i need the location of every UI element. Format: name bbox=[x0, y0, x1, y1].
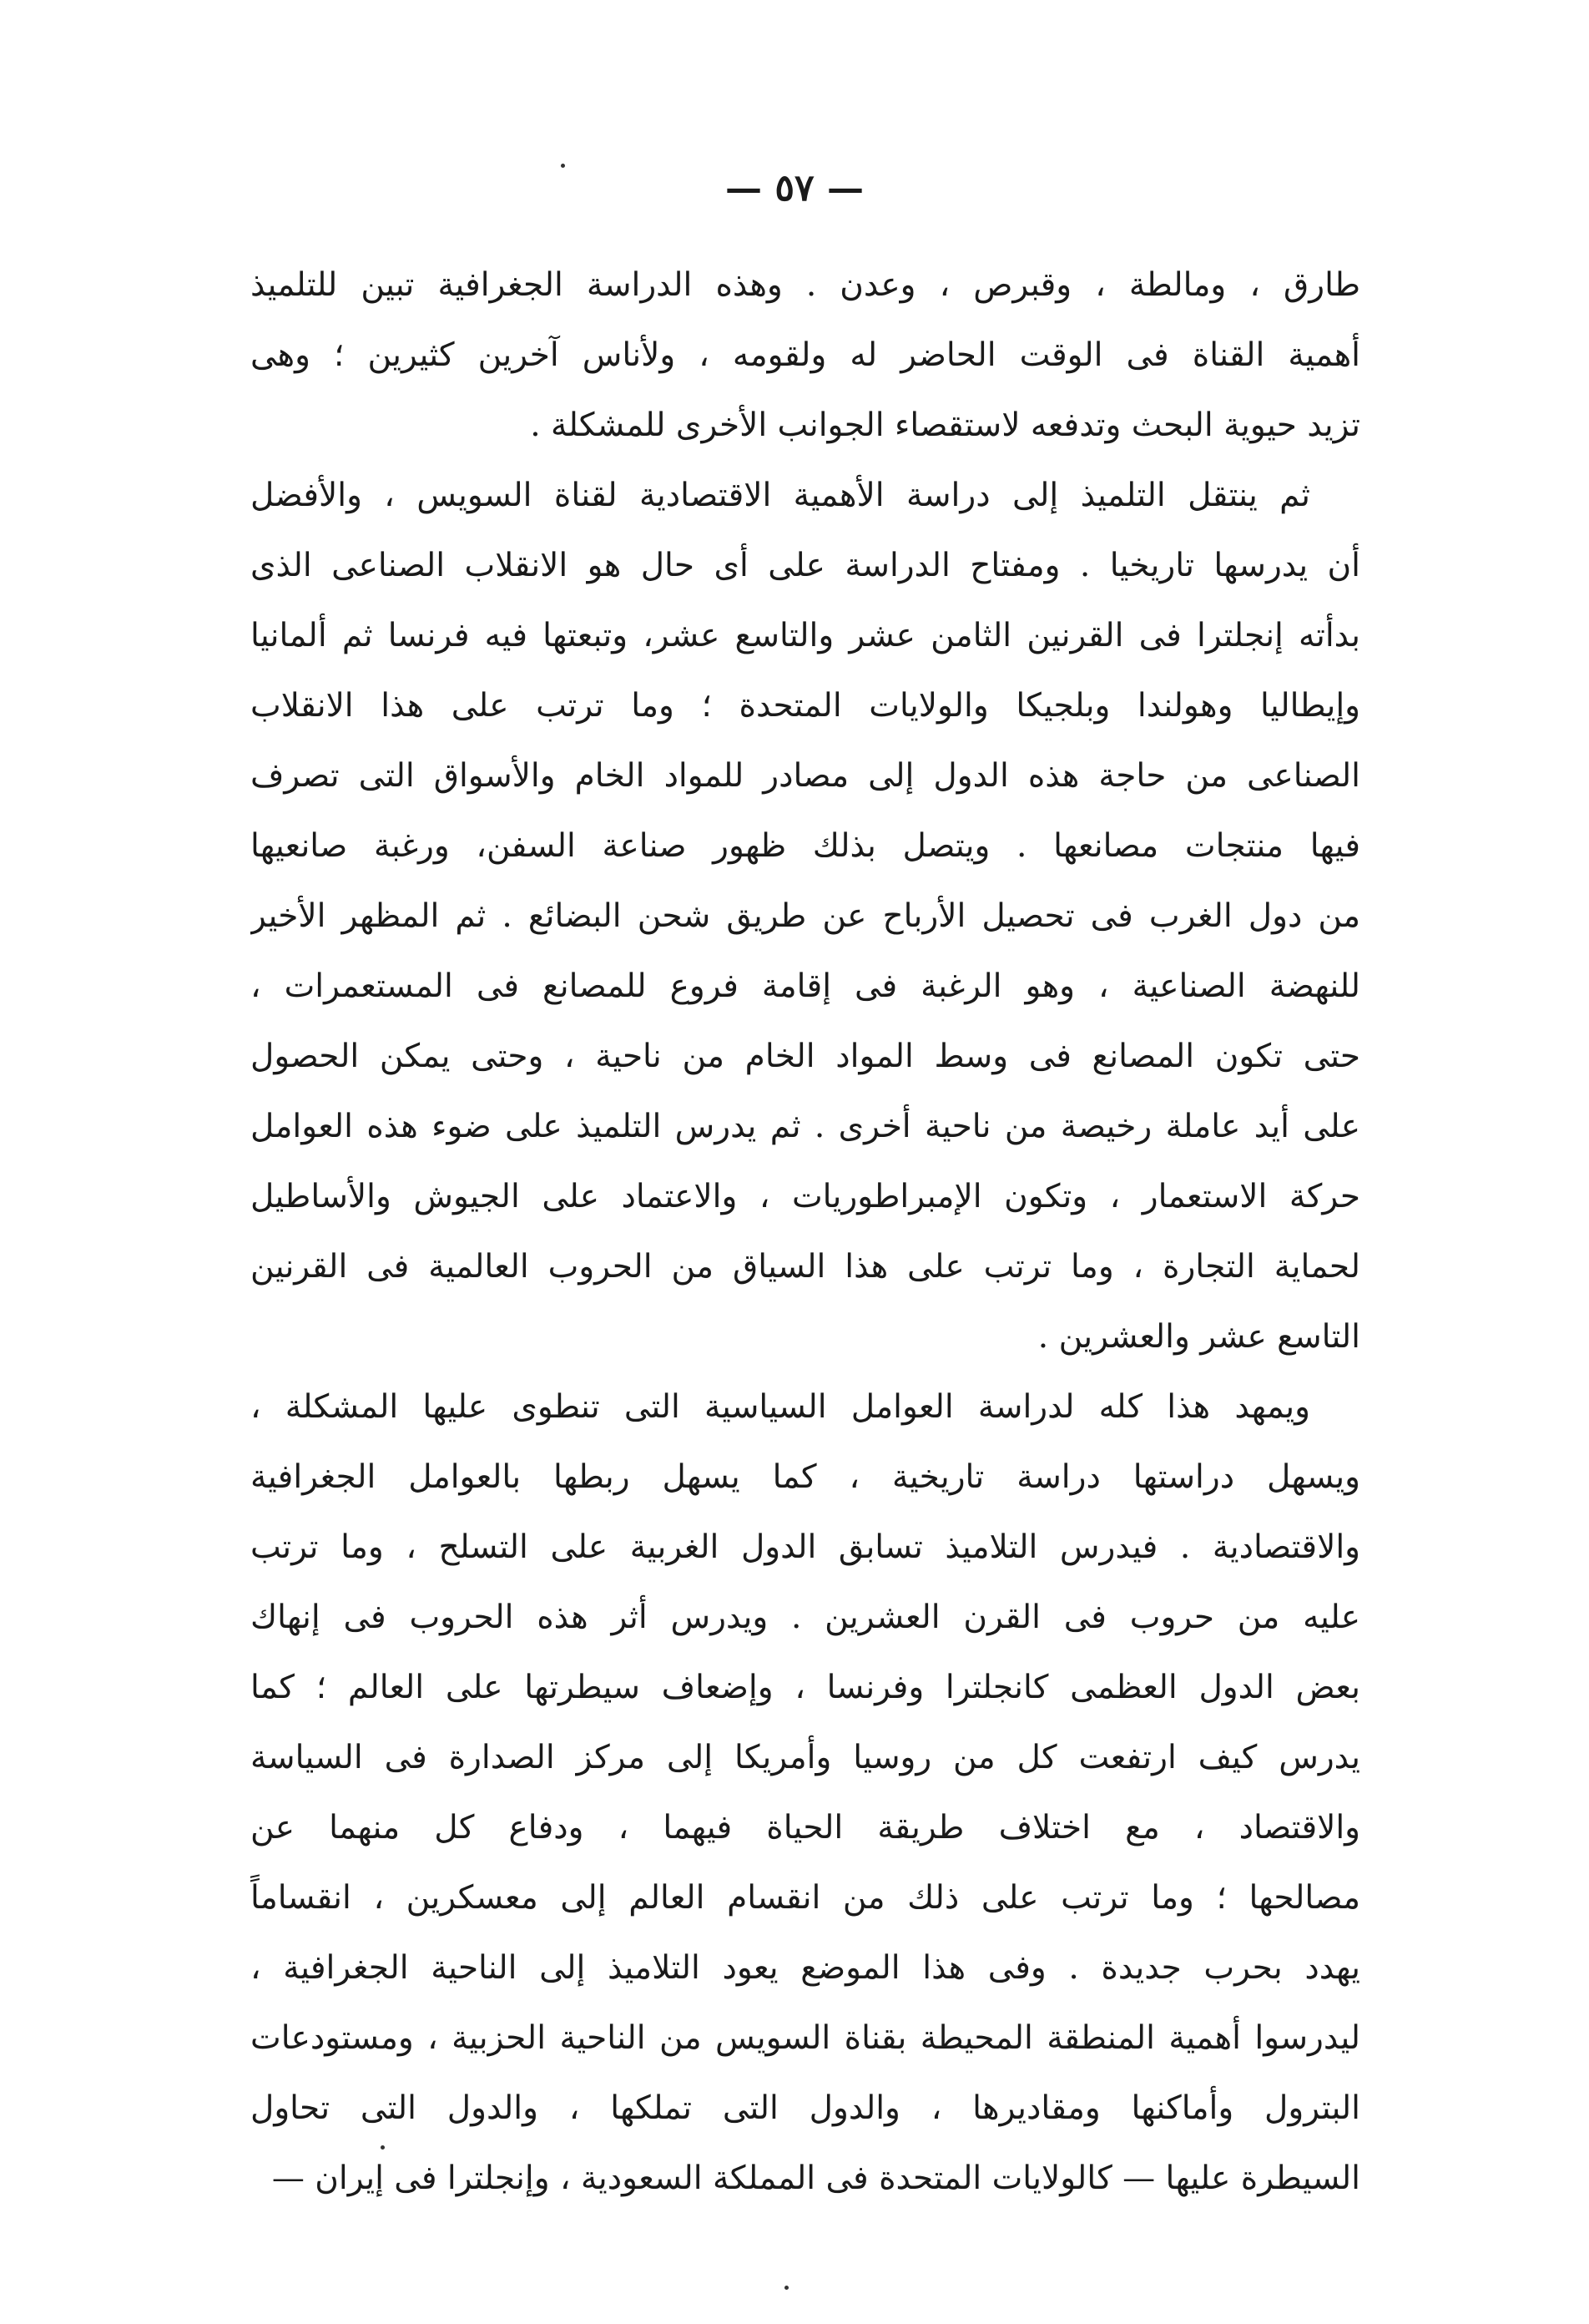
paragraph bbox=[250, 461, 1360, 1372]
text-line: فيها منتجات مصانعها . ويتصل بذلك ظهور صناعة السفن، ورغبة صانعيها bbox=[250, 827, 1360, 865]
text-line: حتى تكون المصانع فى وسط المواد الخام من ناحية ، وحتى يمكن الحصول bbox=[250, 1038, 1360, 1075]
text-line: طارق ، ومالطة ، وقبرص ، وعدن . وهذه الدراسة الجغرافية تبين للتلميذ bbox=[250, 266, 1360, 304]
text-line: ثم ينتقل التلميذ إلى دراسة الأهمية الاقتصادية لقناة السويس ، والأفضل bbox=[250, 477, 1310, 514]
text-line: للنهضة الصناعية ، وهو الرغبة فى إقامة فروع للمصانع فى المستعمرات ، bbox=[250, 967, 1360, 1005]
text-line: لحماية التجارة ، وما ترتب على هذا السياق من الحروب العالمية فى القرنين bbox=[250, 1248, 1360, 1286]
text-line: بدأته إنجلترا فى القرنين الثامن عشر والتاسع عشر، وتبعتها فيه فرنسا ثم ألمانيا bbox=[250, 617, 1360, 654]
text-line: حركة الاستعمار ، وتكون الإمبراطوريات ، والاعتماد على الجيوش والأساطيل bbox=[250, 1178, 1360, 1215]
paragraph bbox=[250, 1372, 1360, 2214]
text-line: ليدرسوا أهمية المنطقة المحيطة بقناة السويس من الناحية الحزبية ، ومستودعات bbox=[250, 2019, 1360, 2057]
text-line: على أيد عاملة رخيصة من ناحية أخرى . ثم يدرس التلميذ على ضوء هذه العوامل bbox=[250, 1108, 1360, 1145]
text-line: أن يدرسها تاريخيا . ومفتاح الدراسة على أى حال هو الانقلاب الصناعى الذى bbox=[250, 547, 1360, 584]
text-line: يدرس كيف ارتفعت كل من روسيا وأمريكا إلى مركز الصدارة فى السياسة bbox=[250, 1739, 1360, 1776]
text-line: أهمية القناة فى الوقت الحاضر له ولقومه ، ولأناس آخرين كثيرين ؛ وهى bbox=[250, 336, 1360, 374]
text-line: والاقتصادية . فيدرس التلاميذ تسابق الدول الغربية على التسلح ، وما ترتب bbox=[250, 1528, 1360, 1566]
text-line: التاسع عشر والعشرين . bbox=[1037, 1318, 1360, 1356]
text-line: وإيطاليا وهولندا وبلجيكا والولايات المتحدة ؛ وما ترتب على هذا الانقلاب bbox=[250, 687, 1360, 725]
text-line: والاقتصاد ، مع اختلاف طريقة الحياة فيهما ، ودفاع كل منهما عن bbox=[250, 1809, 1360, 1847]
ink-speck bbox=[784, 2286, 789, 2290]
text-line: يهدد بحرب جديدة . وفى هذا الموضع يعود التلاميذ إلى الناحية الجغرافية ، bbox=[250, 1949, 1360, 1987]
text-line: مصالحها ؛ وما ترتب على ذلك من انقسام العالم إلى معسكرين ، انقساماً bbox=[250, 1879, 1360, 1917]
text-line: ويسهل دراستها دراسة تاريخية ، كما يسهل ربطها بالعوامل الجغرافية bbox=[250, 1458, 1360, 1496]
text-line: البترول وأماكنها ومقاديرها ، والدول التى تملكها ، والدول التى تحاول bbox=[250, 2089, 1360, 2127]
text-line: الصناعى من حاجة هذه الدول إلى مصادر للمواد الخام والأسواق التى تصرف bbox=[250, 757, 1360, 795]
text-line: ويمهد هذا كله لدراسة العوامل السياسية التى تنطوى عليها المشكلة ، bbox=[250, 1388, 1310, 1426]
paragraph bbox=[250, 250, 1360, 461]
text-line: السيطرة عليها — كالولايات المتحدة فى المملكة السعودية ، وإنجلترا فى إيران — bbox=[271, 2160, 1360, 2197]
body-text bbox=[250, 250, 1360, 2214]
text-line: تزيد حيوية البحث وتدفعه لاستقصاء الجوانب الأخرى للمشكلة . bbox=[530, 407, 1360, 444]
page-number: — ٥٧ — bbox=[725, 167, 864, 210]
text-line: من دول الغرب فى تحصيل الأرباح عن طريق شحن البضائع . ثم المظهر الأخير bbox=[250, 897, 1360, 935]
text-line: بعض الدول العظمى كانجلترا وفرنسا ، وإضعاف سيطرتها على العالم ؛ كما bbox=[250, 1669, 1360, 1706]
text-line: عليه من حروب فى القرن العشرين . ويدرس أثر هذه الحروب فى إنهاك bbox=[250, 1599, 1360, 1636]
